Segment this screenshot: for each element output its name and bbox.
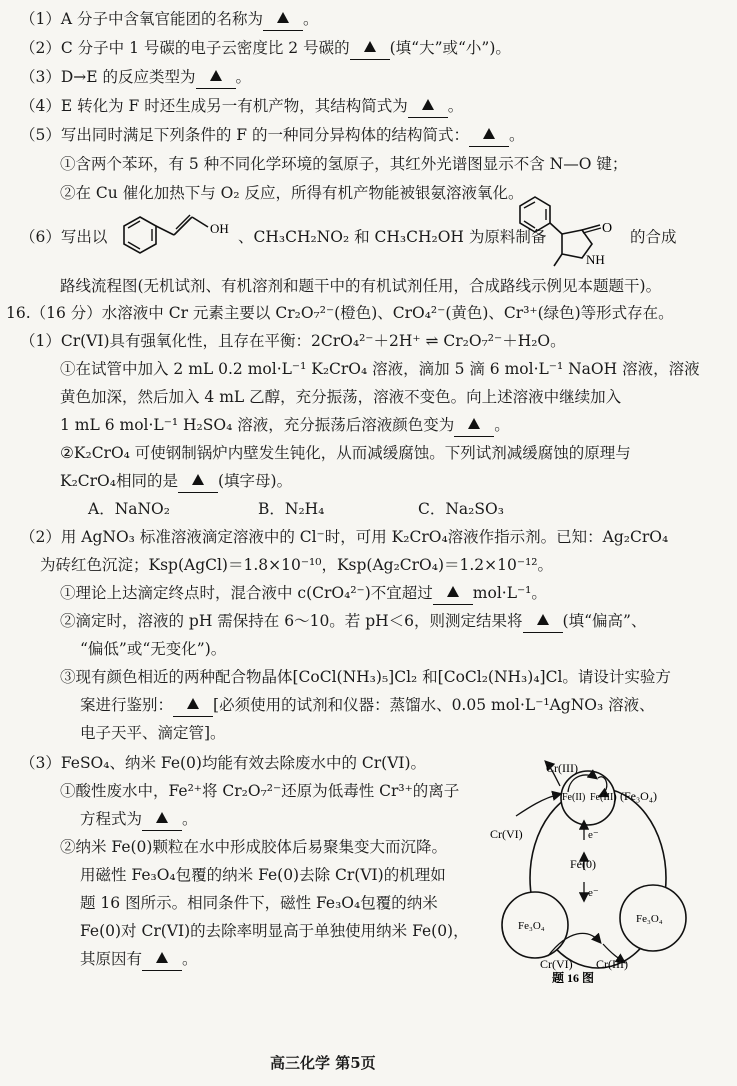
question-16-2-l1: （2）用 AgNO₃ 标准溶液滴定溶液中的 Cl⁻时，可用 K₂CrO₄溶液作指示剂。已知：Ag₂CrO₄ — [20, 528, 669, 546]
question-1: （1）A 分子中含氧官能团的名称为 。 — [20, 8, 319, 31]
cr6-left-label: Cr(VI) — [490, 827, 523, 841]
option-b: B．N₂H₄ — [258, 500, 325, 518]
question-6-reagents: 、CH₃CH₂NO₂ 和 CH₃CH₂OH 为原料制备 — [238, 228, 547, 246]
answer-blank — [263, 8, 303, 31]
answer-blank — [350, 37, 390, 60]
answer-blank — [142, 948, 182, 971]
answer-blank — [196, 66, 236, 89]
question-16-3-a-l1: ①酸性废水中，Fe²⁺将 Cr₂O₇²⁻还原为低毒性 Cr³⁺的离子 — [60, 782, 460, 800]
fe3o4-left-label: Fe₃O₄ — [518, 920, 545, 932]
question-16-3-b-l4: Fe(0)对 Cr(VI)的去除率明显高于单独使用纳米 Fe(0)， — [80, 922, 469, 940]
question-16-2-c-l2: 案进行鉴别： [必须使用的试剂和仪器：蒸馏水、0.05 mol·L⁻¹AgNO₃ 溶液、 — [80, 694, 655, 717]
cr3-top-label: Cr(III) — [546, 761, 578, 775]
question-16-1-a-l2: 黄色加深，然后加入 4 mL 乙醇，充分振荡，溶液不变色。向上述溶液中继续加入 — [60, 388, 622, 406]
question-3: （3）D→E 的反应类型为 。 — [20, 66, 251, 89]
figure-16-mechanism — [488, 758, 720, 983]
target-lactam-structure — [510, 192, 630, 277]
carbonyl-o-label: O — [602, 221, 613, 236]
fe3-label: Fe(III) — [590, 792, 617, 803]
question-16-3-b-l1: ②纳米 Fe(0)颗粒在水中形成胶体后易聚集变大而沉降。 — [60, 838, 447, 856]
nh-label: NH — [586, 252, 605, 267]
condition-2: ②在 Cu 催化加热下与 O₂ 反应，所得有机产物能被银氨溶液氧化。 — [60, 184, 524, 202]
figure-caption: 题 16 图 — [552, 971, 595, 983]
question-16-2-l2: 为砖红色沉淀；Ksp(AgCl)＝1.8×10⁻¹⁰，Ksp(Ag₂CrO₄)＝1.2×10⁻¹²。 — [40, 556, 553, 574]
question-16-3: （3）FeSO₄、纳米 Fe(0)均能有效去除废水中的 Cr(VI)。 — [20, 754, 427, 772]
oh-label: OH — [210, 221, 229, 236]
question-16-1-a-l1: ①在试管中加入 2 mL 0.2 mol·L⁻¹ K₂CrO₄ 溶液，滴加 5 滴 6 mol·L⁻¹ NaOH 溶液，溶液 — [60, 360, 700, 378]
question-16-1-b-l2: K₂CrO₄相同的是 (填字母)。 — [60, 470, 292, 493]
question-16-3-a-l2: 方程式为 。 — [80, 808, 198, 831]
answer-blank — [142, 808, 182, 831]
fe0-label: Fe(0) — [570, 857, 596, 871]
option-c: C．Na₂SO₃ — [418, 500, 504, 518]
fe3o4-paren-label: (Fe₃O₄) — [620, 789, 658, 803]
page-footer: 高三化学 第5页 — [270, 1054, 376, 1072]
question-16-1-b-l1: ②K₂CrO₄ 可使钢制锅炉内壁发生钝化，从而减缓腐蚀。下列试剂减缓腐蚀的原理与 — [60, 444, 631, 462]
question-2: （2）C 分子中 1 号碳的电子云密度比 2 号碳的 (填“大”或“小”)。 — [20, 37, 511, 60]
question-16-1-a-l3: 1 mL 6 mol·L⁻¹ H₂SO₄ 溶液，充分振荡后溶液颜色变为 。 — [60, 414, 510, 437]
question-6-end: 的合成 — [630, 228, 677, 246]
question-16-3-b-l2: 用磁性 Fe₃O₄包覆的纳米 Fe(0)去除 Cr(VI)的机理如 — [80, 866, 446, 884]
cr6-bottom-label: Cr(VI) — [540, 957, 573, 971]
cinnamyl-alcohol-structure — [118, 205, 248, 260]
option-a: A．NaNO₂ — [88, 500, 170, 518]
question-4: （4）E 转化为 F 时还生成另一有机产物，其结构简式为 。 — [20, 95, 463, 118]
fe3o4-right-label: Fe₃O₄ — [636, 913, 663, 925]
question-16-2-a: ①理论上达滴定终点时，混合液中 c(CrO₄²⁻)不宜超过 mol·L⁻¹。 — [60, 582, 547, 605]
question-6-start: （6）写出以 — [20, 228, 108, 246]
electron-label-1: e⁻ — [588, 829, 599, 841]
answer-blank — [408, 95, 448, 118]
question-6-route: 路线流程图(无机试剂、有机溶剂和题干中的有机试剂任用，合成路线示例见本题题干)。 — [60, 277, 662, 295]
condition-1: ①含两个苯环，有 5 种不同化学环境的氢原子，其红外光谱图显示不含 N—O 键； — [60, 155, 628, 173]
question-16-1: （1）Cr(VI)具有强氧化性，且存在平衡：2CrO₄²⁻＋2H⁺ ⇌ Cr₂O₇²⁻＋H₂O。 — [20, 332, 566, 350]
question-16-2-b-l2: “偏低”或“无变化”)。 — [80, 640, 227, 658]
answer-blank — [454, 414, 494, 437]
question-16-3-b-l5: 其原因有 。 — [80, 948, 198, 971]
question-16-2-c-l3: 电子天平、滴定管]。 — [80, 724, 226, 742]
answer-blank — [523, 610, 563, 633]
question-16-3-b-l3: 题 16 图所示。相同条件下，磁性 Fe₃O₄包覆的纳米 — [80, 894, 438, 912]
answer-blank — [178, 470, 218, 493]
answer-blank — [469, 124, 509, 147]
question-16-stem: 16.（16 分）水溶液中 Cr 元素主要以 Cr₂O₇²⁻(橙色)、CrO₄²⁻(黄色)、Cr³⁺(绿色)等形式存在。 — [6, 304, 674, 322]
answer-blank — [173, 694, 213, 717]
answer-blank — [433, 582, 473, 605]
question-16-2-b-l1: ②滴定时，溶液的 pH 需保持在 6～10。若 pH＜6，则测定结果将 (填“偏高”、 — [60, 610, 646, 633]
question-16-2-c-l1: ③现有颜色相近的两种配合物晶体[CoCl(NH₃)₅]Cl₂ 和[CoCl₂(NH₃)₄]Cl。请设计实验方 — [60, 668, 671, 686]
question-5: （5）写出同时满足下列条件的 F 的一种同分异构体的结构简式： 。 — [20, 124, 525, 147]
fe2-label: Fe(II) — [562, 792, 586, 803]
cr3-bottom-label: Cr(III) — [596, 957, 628, 971]
electron-label-2: e⁻ — [588, 887, 599, 899]
